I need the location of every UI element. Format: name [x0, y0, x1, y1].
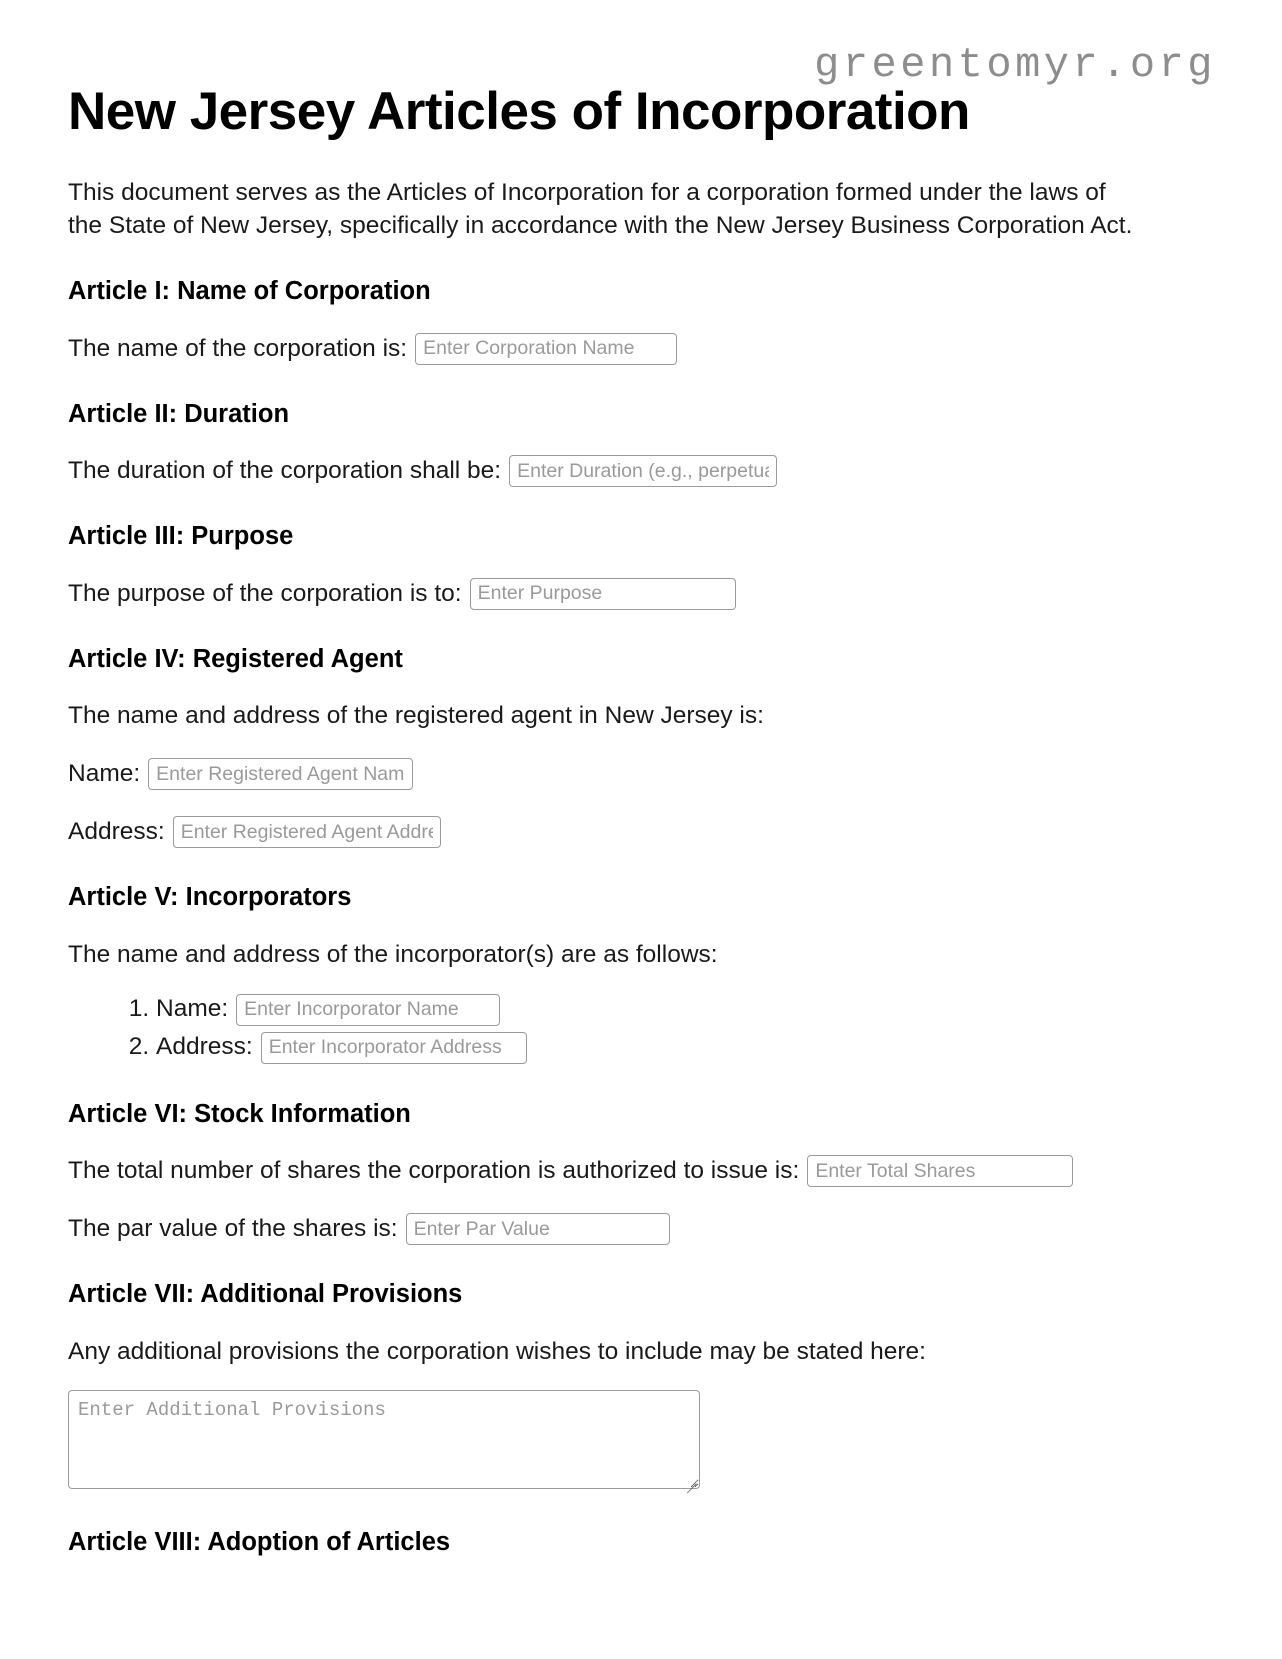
article-2-row [68, 455, 1214, 487]
additional-provisions-wrapper [68, 1390, 700, 1489]
article-7-heading: Article VII: Additional Provisions [68, 1280, 463, 1309]
registered-agent-name-row [68, 758, 1214, 790]
registered-agent-name-input[interactable] [148, 758, 413, 790]
article-3-heading: Article III: Purpose [68, 522, 294, 551]
incorporator-name-label: 1. Name: [156, 995, 229, 1023]
page-title: New Jersey Articles of Incorporation [68, 82, 970, 141]
total-shares-row [68, 1155, 1214, 1187]
registered-agent-name-label: Name: [68, 760, 141, 788]
article-1-row [68, 333, 1214, 365]
registered-agent-address-label: Address: [68, 818, 165, 846]
additional-provisions-intro: Any additional provisions the corporation wishes to include may be stated here: [68, 1337, 926, 1365]
incorporators-list [68, 993, 1214, 1065]
list-item [156, 993, 1214, 1027]
purpose-label: The purpose of the corporation is to: [68, 579, 462, 607]
par-value-row [68, 1213, 1214, 1245]
duration-input[interactable] [509, 455, 777, 487]
article-3-row [68, 578, 1214, 610]
total-shares-label: The total number of shares the corporation is authorized to issue is: [68, 1157, 800, 1185]
corporation-name-input[interactable] [415, 333, 677, 365]
article-8-heading: Article VIII: Adoption of Articles [68, 1527, 451, 1556]
total-shares-input[interactable] [807, 1155, 1073, 1187]
incorporators-intro: The name and address of the incorporator(s) are as follows: [68, 940, 718, 968]
article-6-heading: Article VI: Stock Information [68, 1099, 411, 1128]
article-4-heading: Article IV: Registered Agent [68, 644, 403, 673]
registered-agent-address-row [68, 816, 1214, 848]
incorporator-name-input[interactable] [236, 994, 500, 1026]
corporation-name-label: The name of the corporation is: [68, 334, 408, 362]
par-value-input[interactable] [406, 1213, 670, 1245]
site-watermark: greentomyr.org [814, 41, 1216, 89]
incorporator-address-label: 2. Address: [156, 1033, 253, 1061]
additional-provisions-textarea[interactable] [68, 1390, 700, 1489]
intro-paragraph: This document serves as the Articles of Incorporation for a corporation formed under the laws of the State of New Jersey, specifically in accordance with the New Jersey Business Corporation Act. [68, 179, 1133, 239]
article-5-heading: Article V: Incorporators [68, 883, 352, 912]
list-item [156, 1031, 1214, 1065]
par-value-label: The par value of the shares is: [68, 1215, 398, 1243]
incorporator-address-input[interactable] [261, 1032, 527, 1064]
duration-label: The duration of the corporation shall be: [68, 457, 502, 485]
article-1-heading: Article I: Name of Corporation [68, 277, 431, 306]
registered-agent-intro: The name and address of the registered agent in New Jersey is: [68, 702, 764, 730]
purpose-input[interactable] [470, 578, 736, 610]
article-2-heading: Article II: Duration [68, 399, 290, 428]
registered-agent-address-input[interactable] [173, 816, 441, 848]
